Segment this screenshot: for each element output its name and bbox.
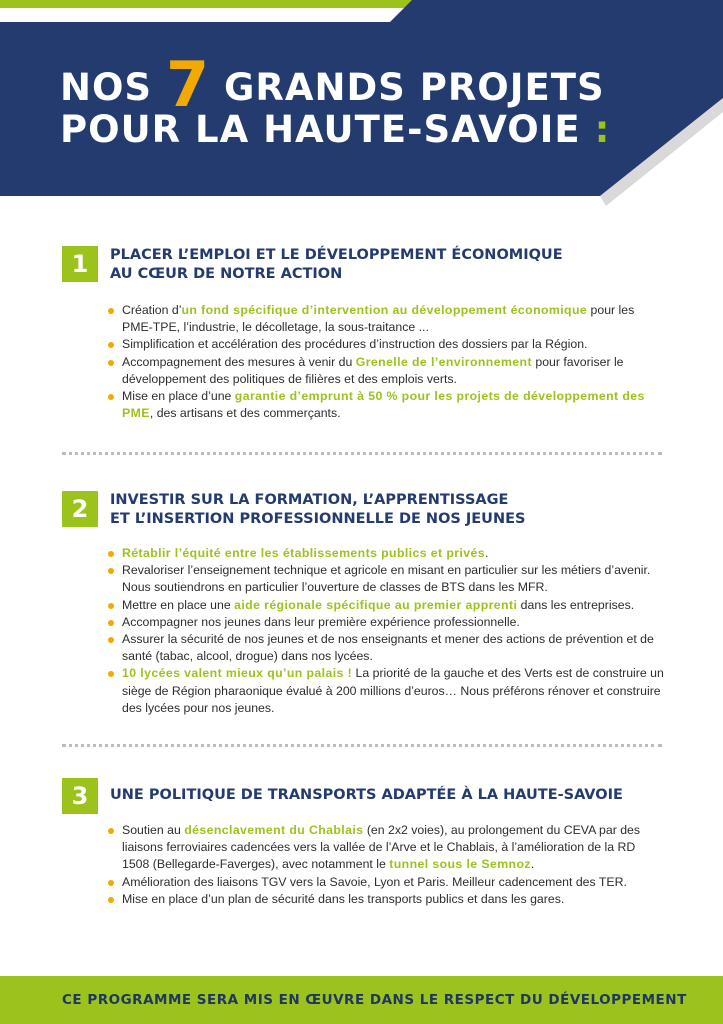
bullet-text: Création d’ bbox=[122, 303, 182, 317]
bullet-text: Mise en place d’une bbox=[122, 389, 235, 404]
section-title-line: ET L’INSERTION PROFESSIONNELLE DE NOS JEUNES bbox=[110, 511, 526, 527]
bullet-text: Assurer la sécurité de nos jeunes et de nos enseignants et mener des actions de prévention et de santé (tabac, alcool, drogue) dans nos lycées. bbox=[122, 632, 654, 664]
highlighted-text: 10 lycées valent mieux qu’un palais ! bbox=[122, 666, 353, 681]
section-title bbox=[110, 246, 563, 284]
section-number-badge: 2 bbox=[62, 491, 98, 527]
section-title-line: INVESTIR SUR LA FORMATION, L’APPRENTISSAGE bbox=[110, 492, 509, 508]
footer-text: CE PROGRAMME SERA MIS EN ŒUVRE DANS LE RESPECT DU DÉVELOPPEMENT bbox=[62, 992, 687, 1008]
bullet-item bbox=[108, 631, 664, 665]
bullet-item bbox=[108, 614, 664, 631]
bullet-text: Amélioration des liaisons TGV vers la Savoie, Lyon et Paris. Meilleur cadencement des TER. bbox=[122, 874, 627, 889]
bullet-text: pour favoriser le développement des politiques de filières et des emplois verts. bbox=[122, 354, 624, 386]
bullet-text: Accompagner nos jeunes dans leur première expérience professionnelle. bbox=[122, 614, 520, 629]
bullet-item bbox=[108, 388, 664, 422]
bullet-text: pour les PME-TPE, l’industrie, le décolletage, la sous-traitance ... bbox=[122, 303, 635, 335]
bullet-list bbox=[108, 302, 664, 422]
highlighted-text: tunnel sous le Semnoz bbox=[389, 857, 531, 872]
bullet-text: Mise en place d’un plan de sécurité dans les transports publics et dans les gares. bbox=[122, 891, 565, 906]
header-banner bbox=[0, 0, 723, 210]
highlighted-text: Rétablir l’équité entre les établissements publics et privés bbox=[122, 546, 485, 560]
highlighted-text: aide régionale spécifique au premier apprenti bbox=[234, 597, 518, 612]
section-title bbox=[110, 786, 623, 805]
bullet-text: Simplification et accélération des procédures d’instruction des dossiers par la Région. bbox=[122, 337, 588, 352]
bullet-list bbox=[108, 822, 664, 908]
section-title-line: PLACER L’EMPLOI ET LE DÉVELOPPEMENT ÉCONOMIQUE bbox=[110, 247, 563, 263]
bullet-text: Soutien au bbox=[122, 823, 185, 837]
highlighted-text: un fond spécifique d’intervention au développement économique bbox=[181, 303, 588, 317]
bullet-text: (en 2x2 voies), au prolongement du CEVA par des liaisons ferroviaires cadencées vers la vallée de l’Arve et le Chablais, à l’amélioration de la RD 1508 (Bellegarde-Faverges), avec notamment le bbox=[122, 823, 641, 872]
title-line-2-text: POUR LA HAUTE-SAVOIE bbox=[60, 108, 581, 151]
bullet-text: . bbox=[484, 546, 489, 560]
bullet-item bbox=[108, 336, 664, 353]
bullet-text: Revaloriser l’enseignement technique et agricole en misant en particulier sur les métiers d’avenir. Nous soutiendrons en particulier l’ouverture de classes de BTS dans les MFR. bbox=[122, 563, 651, 595]
bullet-text: Mettre en place une bbox=[122, 597, 235, 612]
bullet-item bbox=[108, 665, 664, 717]
bullet-text: , des artisans et des commerçants. bbox=[149, 406, 341, 421]
bullet-item bbox=[108, 597, 664, 614]
bullet-text: dans les entreprises. bbox=[517, 597, 635, 612]
bullet-item bbox=[108, 354, 664, 388]
section-number-badge: 1 bbox=[62, 246, 98, 282]
section-title-line: UNE POLITIQUE DE TRANSPORTS ADAPTÉE À LA HAUTE-SAVOIE bbox=[110, 787, 623, 803]
title-part-1: NOS bbox=[60, 66, 153, 109]
footer-banner bbox=[0, 976, 723, 1024]
title-colon: : bbox=[594, 108, 611, 151]
bullet-item bbox=[108, 822, 664, 874]
section-number-badge: 3 bbox=[62, 778, 98, 814]
bullet-item bbox=[108, 874, 664, 891]
highlighted-text: désenclavement du Chablais bbox=[184, 823, 364, 837]
title-number: 7 bbox=[165, 48, 211, 121]
bullet-text: . bbox=[530, 857, 535, 872]
bullet-text: La priorité de la gauche et des Verts est de construire un siège de Région pharaonique évalué à 200 millions d’euros… Nous préférons rénover et construire des lycées pour nos jeunes. bbox=[122, 666, 664, 715]
highlighted-text: Grenelle de l’environnement bbox=[355, 354, 532, 369]
bullet-item bbox=[108, 562, 664, 596]
bullet-list bbox=[108, 545, 664, 717]
bullet-item bbox=[108, 302, 664, 336]
highlighted-text: garantie d’emprunt à 50 % pour les projets de développement des PME bbox=[122, 389, 645, 421]
title-part-2: GRANDS PROJETS bbox=[224, 66, 605, 109]
section-title-line: AU CŒUR DE NOTRE ACTION bbox=[110, 266, 343, 282]
bullet-item bbox=[108, 891, 664, 908]
section-title bbox=[110, 491, 525, 529]
dotted-divider bbox=[62, 452, 662, 455]
page-title-line-2 bbox=[60, 108, 610, 151]
bullet-item bbox=[108, 545, 664, 562]
dotted-divider bbox=[62, 744, 662, 747]
bullet-text: Accompagnement des mesures à venir du bbox=[122, 354, 356, 369]
